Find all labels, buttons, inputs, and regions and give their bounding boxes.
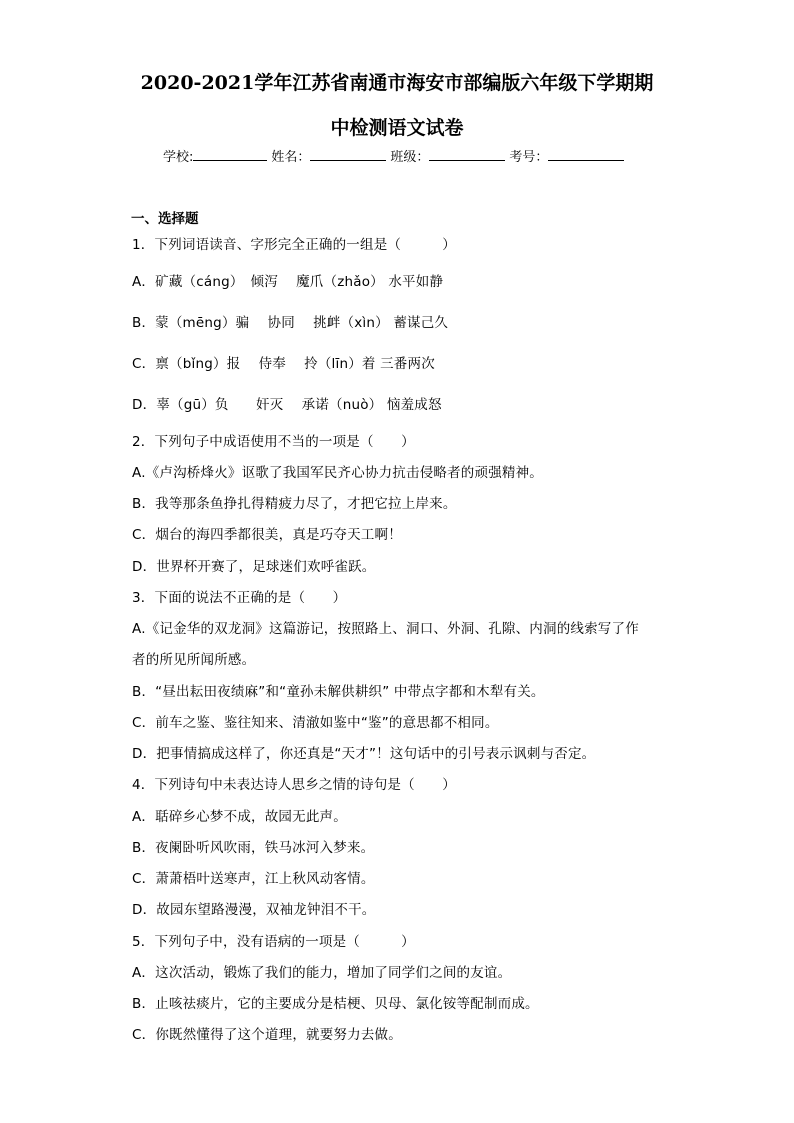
question-1-stem: 1．下列词语读音、字形完全正确的一组是（ ）: [132, 237, 456, 253]
student-info-row: [163, 146, 628, 165]
question-2-option-c: C．烟台的海四季都很美，真是巧夺天工啊！: [132, 527, 402, 543]
question-3-option-a: A.《记金华的双龙洞》这篇游记，按照路上、洞口、外洞、孔隙、内洞的线索写了作: [132, 621, 639, 637]
exam-title-line-1: 2020-2021学年江苏省南通市海安市部编版六年级下学期期: [140, 72, 654, 94]
number-blank: [548, 148, 624, 161]
question-2-option-a: A.《卢沟桥烽火》讴歌了我国军民齐心协力抗击侵略者的顽强精神。: [132, 465, 543, 481]
school-blank: [193, 148, 267, 161]
question-5-option-b: B．止咳祛痰片，它的主要成分是桔梗、贝母、氯化铵等配制而成。: [132, 996, 539, 1012]
question-5-option-a: A．这次活动，锻炼了我们的能力，增加了同学们之间的友谊。: [132, 965, 512, 981]
name-label: 姓名：: [271, 150, 311, 165]
class-blank: [429, 148, 505, 161]
question-3-option-b: B．“昼出耘田夜绩麻”和“童孙未解供耕织” 中带点字都和木犁有关。: [132, 684, 545, 700]
question-3-stem: 3．下面的说法不正确的是（ ）: [132, 590, 347, 606]
exam-title-line-2: 中检测语文试卷: [330, 117, 464, 139]
question-3-option-c: C．前车之鉴、鉴往知来、清澈如鉴中“鉴”的意思都不相同。: [132, 715, 499, 731]
question-2-option-b: B．我等那条鱼挣扎得精疲力尽了，才把它拉上岸来。: [132, 496, 457, 512]
question-3-option-d: D．把事情搞成这样了，你还真是“天才”！这句话中的引号表示讽刺与否定。: [132, 746, 596, 762]
question-4-option-a: A．聒碎乡心梦不成，故园无此声。: [132, 809, 347, 825]
question-1-option-c: C．禀（bǐng）报 侍奉 拎（līn）着 三番两次: [132, 356, 435, 372]
question-1-option-a: A．矿藏（cáng） 倾泻 魔爪（zhǎo） 水平如静: [132, 274, 444, 290]
question-2-stem: 2．下列句子中成语使用不当的一项是（ ）: [132, 434, 415, 450]
question-4-stem: 4．下列诗句中未表达诗人思乡之情的诗句是（ ）: [132, 777, 456, 793]
question-4-option-d: D．故园东望路漫漫，双袖龙钟泪不干。: [132, 902, 376, 918]
question-1-option-b: B．蒙（mēng）骗 协同 挑衅（xìn） 蓄谋己久: [132, 315, 449, 331]
question-1-option-d: D．辜（gū）负 奸灭 承诺（nuò） 恼羞成怒: [132, 397, 442, 413]
question-4-option-c: C．萧萧梧叶送寒声，江上秋风动客情。: [132, 871, 375, 887]
class-label: 班级：: [390, 150, 430, 165]
name-blank: [310, 148, 386, 161]
number-label: 考号：: [509, 150, 549, 165]
section-heading: 一、选择题: [131, 211, 199, 227]
question-3-option-a-cont: 者的所见所闻所感。: [132, 652, 256, 668]
question-2-option-d: D．世界杯开赛了，足球迷们欢呼雀跃。: [132, 559, 376, 575]
question-4-option-b: B．夜阑卧听风吹雨，铁马冰河入梦来。: [132, 840, 375, 856]
question-5-option-c: C．你既然懂得了这个道理，就要努力去做。: [132, 1027, 402, 1043]
question-5-stem: 5．下列句子中，没有语病的一项是（ ）: [132, 934, 415, 950]
school-label: 学校:: [163, 150, 194, 165]
